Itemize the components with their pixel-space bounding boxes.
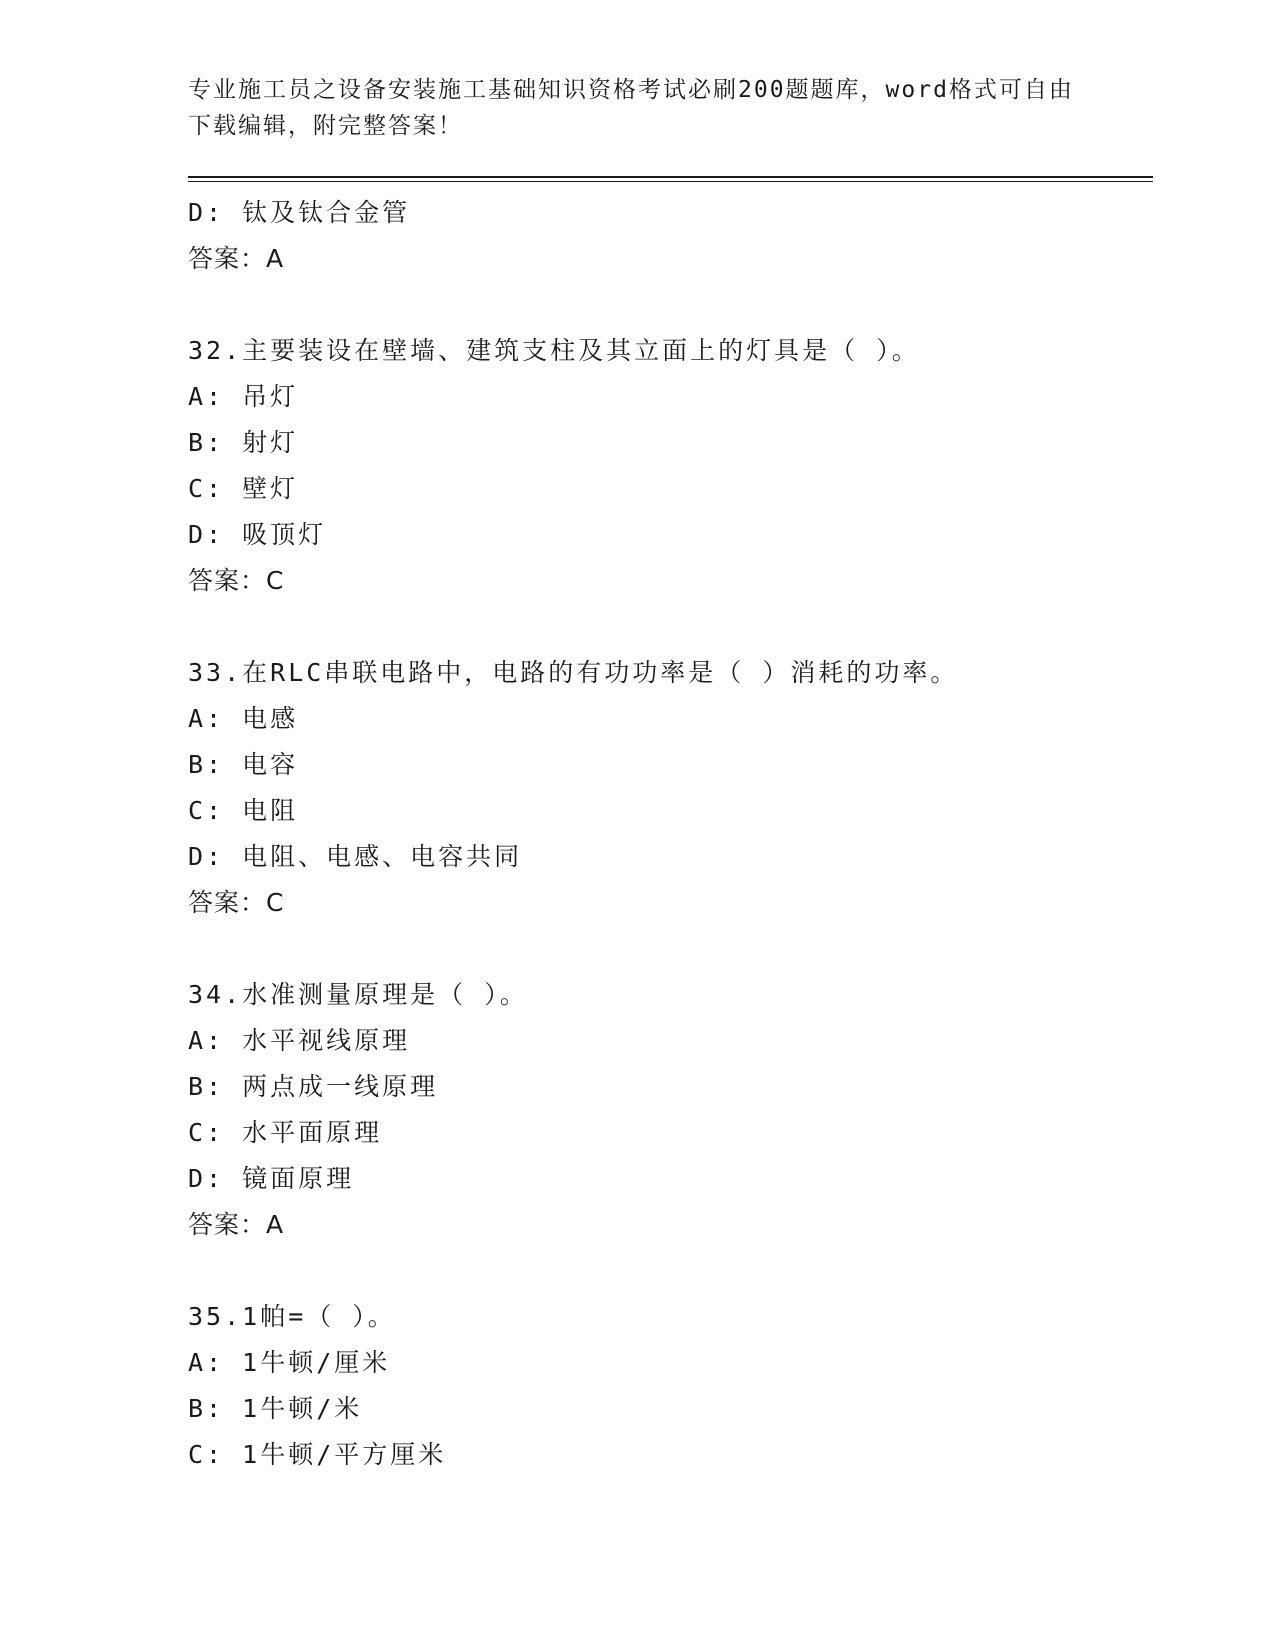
header-title-line-2: 下载编辑，附完整答案！: [188, 113, 463, 139]
question-stem: 33.在RLC串联电路中，电路的有功功率是（ ）消耗的功率。: [188, 658, 959, 687]
question-stem: 35.1帕=（ ）。: [188, 1302, 396, 1331]
header-divider-thick: [188, 176, 1153, 178]
option-b: B: 电容: [188, 750, 299, 779]
option-d: D: 吸顶灯: [188, 520, 327, 549]
answer-line: 答案：C: [188, 566, 285, 595]
header-divider-thin: [188, 181, 1153, 182]
option-a: A: 水平视线原理: [188, 1026, 411, 1055]
option-c: C: 电阻: [188, 796, 299, 825]
document-header: [188, 72, 1088, 144]
option-b: B: 1牛顿/米: [188, 1394, 363, 1423]
option-d: D: 镜面原理: [188, 1164, 355, 1193]
question-stem: 34.水准测量原理是（ ）。: [188, 980, 528, 1009]
option-c: C: 壁灯: [188, 474, 299, 503]
option-a: A: 1牛顿/厘米: [188, 1348, 391, 1377]
header-title-line-1: 专业施工员之设备安装施工基础知识资格考试必刷200题题库，word格式可自由: [188, 77, 1074, 103]
answer-line: 答案：C: [188, 888, 285, 917]
answer-line: 答案：A: [188, 244, 285, 273]
option-b: B: 射灯: [188, 428, 299, 457]
option-c: C: 水平面原理: [188, 1118, 383, 1147]
option-d: D: 电阻、电感、电容共同: [188, 842, 523, 871]
spacer: [188, 604, 1153, 650]
answer-line: 答案：A: [188, 1210, 285, 1239]
question-list: [188, 190, 1153, 1478]
question-stem: 32.主要装设在壁墙、建筑支柱及其立面上的灯具是（ ）。: [188, 336, 920, 365]
option-c: C: 1牛顿/平方厘米: [188, 1440, 447, 1469]
option-a: A: 吊灯: [188, 382, 299, 411]
spacer: [188, 1248, 1153, 1294]
option-b: B: 两点成一线原理: [188, 1072, 439, 1101]
spacer: [188, 926, 1153, 972]
option-d: D: 钛及钛合金管: [188, 198, 411, 227]
spacer: [188, 282, 1153, 328]
option-a: A: 电感: [188, 704, 299, 733]
